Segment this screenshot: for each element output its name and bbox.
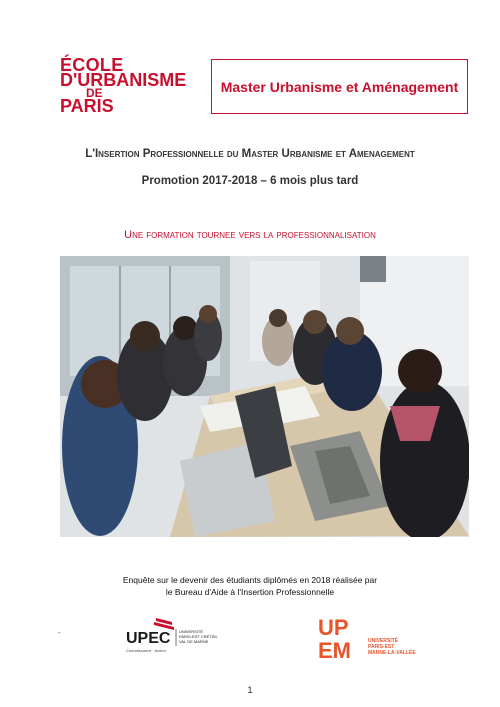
stray-mark: -: [58, 628, 61, 637]
report-heading: L'Insertion Professionnelle du Master Urbanisme et Amenagement: [85, 148, 415, 160]
upec-logo-line-3: VAL DE MARNE: [179, 639, 209, 644]
upec-logo-line-2: PARIS-EST CRÉTEIL: [179, 634, 218, 639]
logo-line-3: DE: [86, 86, 103, 100]
caption-line-2: le Bureau d'Aide à l'Insertion Professionnelle: [165, 587, 335, 597]
upec-logo-line-1: UNIVERSITÉ: [179, 629, 204, 634]
upem-logo-up: UP: [318, 615, 349, 640]
ecole-urbanisme-logo: [60, 55, 190, 116]
caption-line-1: Enquête sur le devenir des étudiants diplômés en 2018 réalisée par: [122, 575, 378, 585]
upem-logo-em: EM: [318, 638, 351, 660]
upec-logo: [124, 616, 224, 656]
survey-caption: [0, 574, 500, 598]
logo-line-4: PARIS: [60, 96, 114, 116]
promotion-heading: Promotion 2017-2018 – 6 mois plus tard: [141, 175, 359, 187]
logo-line-2: D'URBANISME: [60, 70, 187, 90]
page-number: 1: [247, 685, 253, 695]
master-title: Master Urbanisme et Aménagement: [220, 78, 459, 95]
upem-logo-text-1: UNIVERSITÉ: [368, 638, 399, 644]
students-photo: [60, 256, 469, 537]
subtitle-heading: Une formation tournee vers la professionnalisation: [124, 229, 376, 241]
upem-logo: [318, 614, 428, 660]
upec-logo-tagline: Connaissance · Action: [126, 648, 166, 653]
master-title-box: [211, 59, 468, 114]
logo-line-1: ÉCOLE: [60, 55, 124, 75]
upem-logo-text-3: MARNE-LA-VALLÉE: [368, 650, 416, 656]
upem-logo-text-2: PARIS-EST: [368, 644, 395, 650]
upec-logo-name: UPEC: [126, 630, 171, 647]
